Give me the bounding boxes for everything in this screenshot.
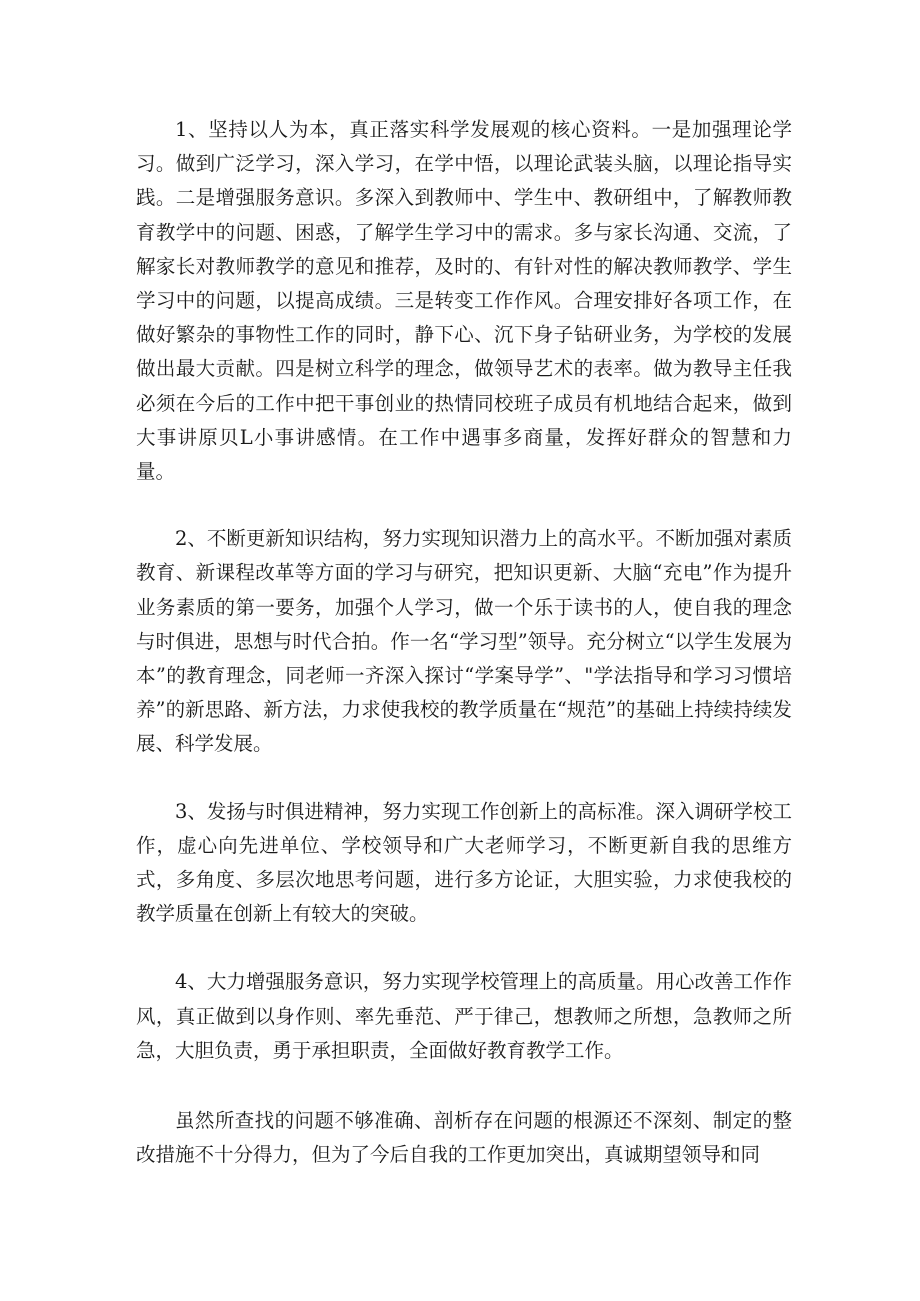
- paragraph-spacer: [136, 762, 792, 795]
- paragraph-1: 1、坚持以人为本，真正落实科学发展观的核心资料。一是加强理论学习。做到广泛学习，深入学习，在学中悟，以理论武装头脑，以理论指导实践。二是增强服务意识。多深入到教师中、学生中、教研组中，了解教师教育教学中的问题、困惑，了解学生学习中的需求。多与家长沟通、交流，了解家长对教师教学的意见和推荐，及时的、有针对性的解决教师教学、学生学习中的问题，以提高成绩。三是转变工作作风。合理安排好各项工作，在做好繁杂的事物性工作的同时，静下心、沉下身子钻研业务，为学校的发展做出最大贡献。四是树立科学的理念，做领导艺术的表率。做为教导主任我必须在今后的工作中把干事创业的热情同校班子成员有机地结合起来，做到大事讲原贝L小事讲感情。在工作中遇事多商量，发挥好群众的智慧和力量。: [136, 118, 792, 484]
- paragraph-4: 4、大力增强服务意识，努力实现学校管理上的高质量。用心改善工作作风，真正做到以身作则、率先垂范、严于律己，想教师之所想，急教师之所急，大胆负责，勇于承担职责，全面做好教育教学工作。: [136, 970, 792, 1062]
- paragraph-2: 2、不断更新知识结构，努力实现知识潜力上的高水平。不断加强对素质教育、新课程改革等方面的学习与研究，把知识更新、大脑“充电”作为提升业务素质的第一要务，加强个人学习，做一个乐于读书的人，使自我的理念与时俱进，思想与时代合拍。作一名“学习型”领导。充分树立“以学生发展为本”的教育理念，同老师一齐深入探讨“学案导学”、"学法指导和学习习惯培养”的新思路、新方法，力求使我校的教学质量在“规范”的基础上持续持续发展、科学发展。: [136, 527, 792, 756]
- paragraph-spacer: [136, 489, 792, 522]
- paragraph-3: 3、发扬与时俱进精神，努力实现工作创新上的高标准。深入调研学校工作，虚心向先进单位、学校领导和广大老师学习，不断更新自我的思维方式，多角度、多层次地思考问题，进行多方论证，大胆实验，力求使我校的教学质量在创新上有较大的突破。: [136, 799, 792, 926]
- document-body: [136, 113, 792, 1172]
- paragraph-spacer: [136, 931, 792, 965]
- paragraph-5: 虽然所查找的问题不够准确、剖析存在问题的根源还不深刻、制定的整改措施不十分得力，但为了今后自我的工作更加突出，真诚期望领导和同: [136, 1109, 792, 1167]
- paragraph-spacer: [136, 1068, 792, 1104]
